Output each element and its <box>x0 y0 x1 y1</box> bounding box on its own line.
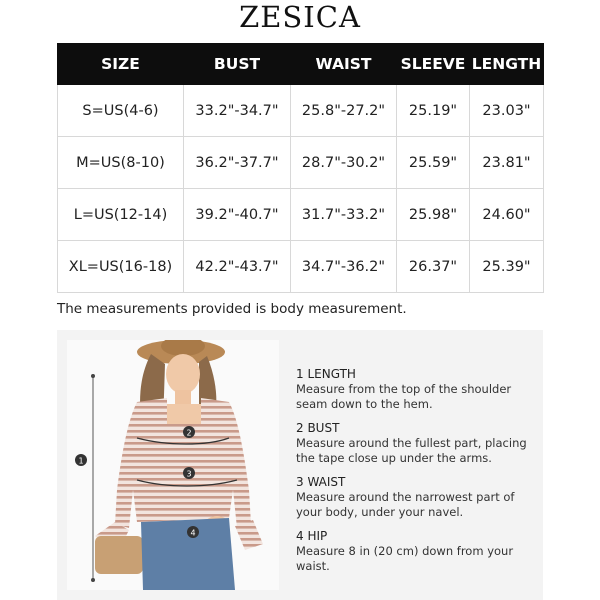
table-row <box>58 137 544 189</box>
header-length: LENGTH <box>470 44 544 85</box>
chest <box>161 404 205 424</box>
cell-bust: 36.2"-37.7" <box>184 137 291 189</box>
instruction-text: Measure 8 in (20 cm) down from your waist. <box>296 544 514 573</box>
cell-waist: 28.7"-30.2" <box>291 137 397 189</box>
model-illustration <box>67 340 279 590</box>
size-chart-table <box>57 43 544 293</box>
header-bust: BUST <box>184 44 291 85</box>
instruction-hip <box>296 529 536 574</box>
length-top-dot <box>91 374 95 378</box>
cell-length: 24.60" <box>470 189 544 241</box>
svg-text:1: 1 <box>78 456 84 466</box>
cell-size: S=US(4-6) <box>58 85 184 137</box>
cell-length: 23.81" <box>470 137 544 189</box>
instruction-length <box>296 367 536 412</box>
instruction-title: 3 WAIST <box>296 475 346 489</box>
length-bottom-dot <box>91 578 95 582</box>
cell-bust: 33.2"-34.7" <box>184 85 291 137</box>
instruction-title: 4 HIP <box>296 529 328 543</box>
header-sleeve: SLEEVE <box>397 44 470 85</box>
svg-text:2: 2 <box>186 428 192 438</box>
cell-sleeve: 25.19" <box>397 85 470 137</box>
measurement-guide-panel <box>57 330 543 600</box>
marker-1 <box>75 454 87 466</box>
cell-size: M=US(8-10) <box>58 137 184 189</box>
cell-size: L=US(12-14) <box>58 189 184 241</box>
cell-sleeve: 26.37" <box>397 241 470 293</box>
table-header-row <box>58 44 544 85</box>
table-row <box>58 241 544 293</box>
cell-waist: 34.7"-36.2" <box>291 241 397 293</box>
cell-sleeve: 25.98" <box>397 189 470 241</box>
instruction-text: Measure around the fullest part, placing the tape close up under the arms. <box>296 436 527 465</box>
cell-bust: 39.2"-40.7" <box>184 189 291 241</box>
cell-waist: 25.8"-27.2" <box>291 85 397 137</box>
cell-size: XL=US(16-18) <box>58 241 184 293</box>
marker-2 <box>183 426 195 438</box>
model-photo <box>67 340 279 590</box>
header-waist: WAIST <box>291 44 397 85</box>
instruction-waist <box>296 475 536 520</box>
header-size: SIZE <box>58 44 184 85</box>
table-row <box>58 189 544 241</box>
instruction-bust <box>296 421 536 466</box>
svg-text:3: 3 <box>186 469 192 479</box>
measurement-note: The measurements provided is body measurement. <box>57 301 407 317</box>
face <box>166 354 200 394</box>
clutch <box>95 536 143 574</box>
marker-4 <box>187 526 199 538</box>
svg-text:4: 4 <box>190 528 196 538</box>
instruction-text: Measure around the narrowest part of your body, under your navel. <box>296 490 515 519</box>
instruction-title: 2 BUST <box>296 421 340 435</box>
cell-length: 23.03" <box>470 85 544 137</box>
instruction-text: Measure from the top of the shoulder seam down to the hem. <box>296 382 512 411</box>
brand-logo: ZESICA <box>239 0 361 34</box>
measurement-instructions <box>296 367 536 583</box>
marker-3 <box>183 467 195 479</box>
cell-sleeve: 25.59" <box>397 137 470 189</box>
instruction-title: 1 LENGTH <box>296 367 356 381</box>
table-row <box>58 85 544 137</box>
cell-waist: 31.7"-33.2" <box>291 189 397 241</box>
cell-bust: 42.2"-43.7" <box>184 241 291 293</box>
cell-length: 25.39" <box>470 241 544 293</box>
